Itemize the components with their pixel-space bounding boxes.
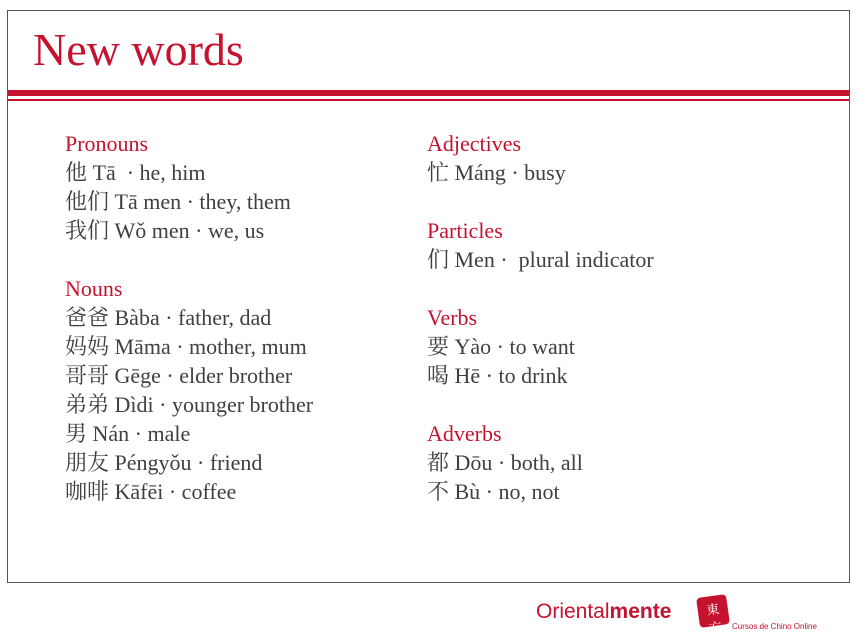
- section-heading: Adverbs: [427, 421, 502, 446]
- vocab-entry: 忙 Máng · busy: [427, 160, 566, 185]
- section-heading: Pronouns: [65, 131, 149, 156]
- section-heading: Adjectives: [427, 131, 522, 156]
- vocab-entry: 不 Bù · no, not: [427, 479, 560, 504]
- vocab-entry: 爸爸 Bàba · father, dad: [65, 305, 272, 330]
- vocab-entry: 妈妈 Māma · mother, mum: [65, 334, 307, 359]
- section-pronouns: [65, 129, 425, 245]
- vocab-entry: 们 Men · plural indicator: [427, 247, 654, 272]
- section-heading: Verbs: [427, 305, 478, 330]
- title-rule-thick: [8, 90, 849, 96]
- vocab-entry: 弟弟 Dìdi · younger brother: [65, 392, 314, 417]
- section-heading: Particles: [427, 218, 503, 243]
- section-nouns: [65, 274, 425, 506]
- section-adverbs: [427, 419, 787, 506]
- vocab-entry: 他们 Tā men · they, them: [65, 189, 291, 214]
- logo-prefix: Oriental: [536, 600, 610, 623]
- vocab-entry: 男 Nán · male: [65, 421, 191, 446]
- slide-title: New words: [33, 24, 244, 75]
- vocab-entry: 他 Tā · he, him: [65, 160, 206, 185]
- chinese-seal-icon: 東方: [696, 594, 730, 628]
- vocab-entry: 朋友 Péngyǒu · friend: [65, 450, 263, 475]
- left-column: [65, 129, 425, 535]
- slide: [7, 10, 850, 583]
- orientalmente-logo[interactable]: [536, 600, 856, 636]
- logo-tagline: Cursos de Chino Online: [732, 622, 817, 631]
- section-adjectives: [427, 129, 787, 187]
- title-rule-thin: [8, 99, 849, 101]
- vocab-entry: 喝 Hē · to drink: [427, 363, 568, 388]
- section-particles: [427, 216, 787, 274]
- section-verbs: [427, 303, 787, 390]
- vocab-entry: 咖啡 Kāfēi · coffee: [65, 479, 237, 504]
- logo-suffix: mente: [609, 600, 672, 623]
- right-column: [427, 129, 787, 535]
- vocab-entry: 我们 Wǒ men · we, us: [65, 218, 265, 243]
- vocab-entry: 要 Yào · to want: [427, 334, 575, 359]
- vocab-entry: 都 Dōu · both, all: [427, 450, 583, 475]
- vocab-entry: 哥哥 Gēge · elder brother: [65, 363, 293, 388]
- logo-wordmark: [536, 600, 671, 624]
- section-heading: Nouns: [65, 276, 123, 301]
